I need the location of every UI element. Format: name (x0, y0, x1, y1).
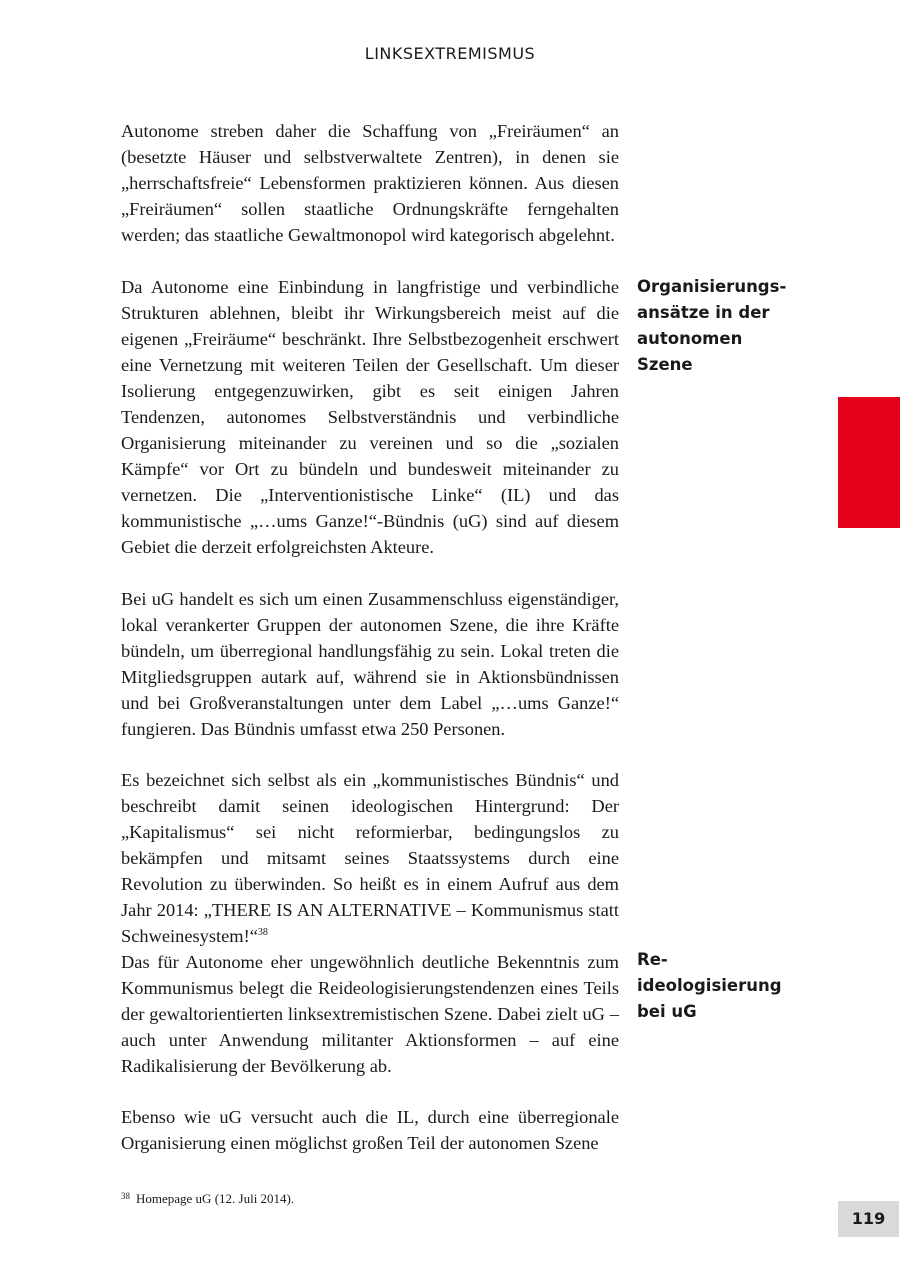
paragraph-text: Das für Autonome eher ungewöhnlich deutliche Bekenntnis zum Kommunismus belegt die Reideologisierungstendenzen eines Teils der gewaltorientierten linksextremistischen Szene. Dabei zielt uG – auch unter Anwendung militanter Aktionsformen – auf eine Radikalisierung der Bevölkerung ab. (121, 952, 619, 1076)
paragraph-text-span: Es bezeichnet sich selbst als ein „kommunistisches Bündnis“ und beschreibt damit seinen ideologischen Hintergrund: Der „Kapitalismus“ sei nicht reformierbar, bedingungslos zu bekämpfen und mitsamt seines Staatssystems durch eine Revolution zu überwinden. So heißt es in einem Aufruf aus dem Jahr 2014: „THERE IS AN ALTERNATIVE – Kommunismus statt Schweinesystem!“ (121, 770, 619, 946)
footnote-number: 38 (121, 1191, 130, 1201)
marginal-note-organisierung (637, 274, 797, 378)
paragraph-text: Da Autonome eine Einbindung in langfristige und verbindliche Strukturen ablehnen, bleibt ihr Wirkungsbereich meist auf die eigenen „Freiräume“ beschränkt. Ihre Selbstbezogenheit erschwert eine Vernetzung mit weiteren Teilen der Gesellschaft. Um dieser Isolierung entgegenzuwirken, gibt es seit einigen Jahren Tendenzen, autonomes Selbstverständnis und verbindliche Organisierung miteinander zu vereinen und so die „sozialen Kämpfe“ vor Ort zu bündeln und bundesweit miteinander zu vernetzen. Die „Interventionistische Linke“ (IL) und das kommunistische „…ums Ganze!“-Bündnis (uG) sind auf diesem Gebiet die derzeit erfolgreichsten Akteure. (121, 277, 619, 557)
section-tab-marker (838, 397, 900, 528)
paragraph-text: Autonome streben daher die Schaffung von „Freiräumen“ an (besetzte Häuser und selbstverwaltete Zentren), in denen sie „herrschaftsfreie“ Lebensformen praktizieren können. Aus diesen „Freiräumen“ sollen staatliche Ordnungskräfte ferngehalten werden; das staatliche Gewaltmonopol wird kategorisch abgelehnt. (121, 121, 619, 245)
body-paragraph (121, 274, 619, 560)
marginal-note-line: ansätze in der (637, 303, 770, 322)
footnote-reference[interactable]: 38 (257, 927, 268, 938)
footnote (121, 1187, 294, 1208)
page-number: 119 (838, 1201, 899, 1237)
marginal-note-line: Organisierungs- (637, 277, 787, 296)
body-paragraph (121, 118, 619, 248)
body-paragraph (121, 1104, 619, 1156)
paragraph-text (121, 767, 619, 949)
marginal-note-line: ideologisierung (637, 976, 782, 995)
marginal-note-line: autonomen Szene (637, 329, 743, 374)
body-paragraph (121, 767, 619, 949)
paragraph-text: Bei uG handelt es sich um einen Zusammenschluss eigenständiger, lokal verankerter Gruppen der autonomen Szene, die ihre Kräfte bündeln, um überregional handlungsfähig zu sein. Lokal treten die Mitgliedsgruppen autark auf, während sie in Aktionsbündnissen und bei Großveranstaltungen unter dem Label „…ums Ganze!“ fungieren. Das Bündnis umfasst etwa 250 Personen. (121, 589, 619, 739)
footnote-text: Homepage uG (12. Juli 2014). (136, 1191, 295, 1206)
marginal-note-line: Re- (637, 950, 668, 969)
paragraph-text: Ebenso wie uG versucht auch die IL, durch eine überregionale Organisierung einen möglichst großen Teil der autonomen Szene (121, 1107, 619, 1153)
marginal-note-reideologisierung (637, 947, 797, 1025)
marginal-note-line: bei uG (637, 1002, 697, 1021)
body-paragraph (121, 586, 619, 742)
running-header: LINKSEXTREMISMUS (364, 44, 536, 63)
body-paragraph (121, 949, 619, 1079)
